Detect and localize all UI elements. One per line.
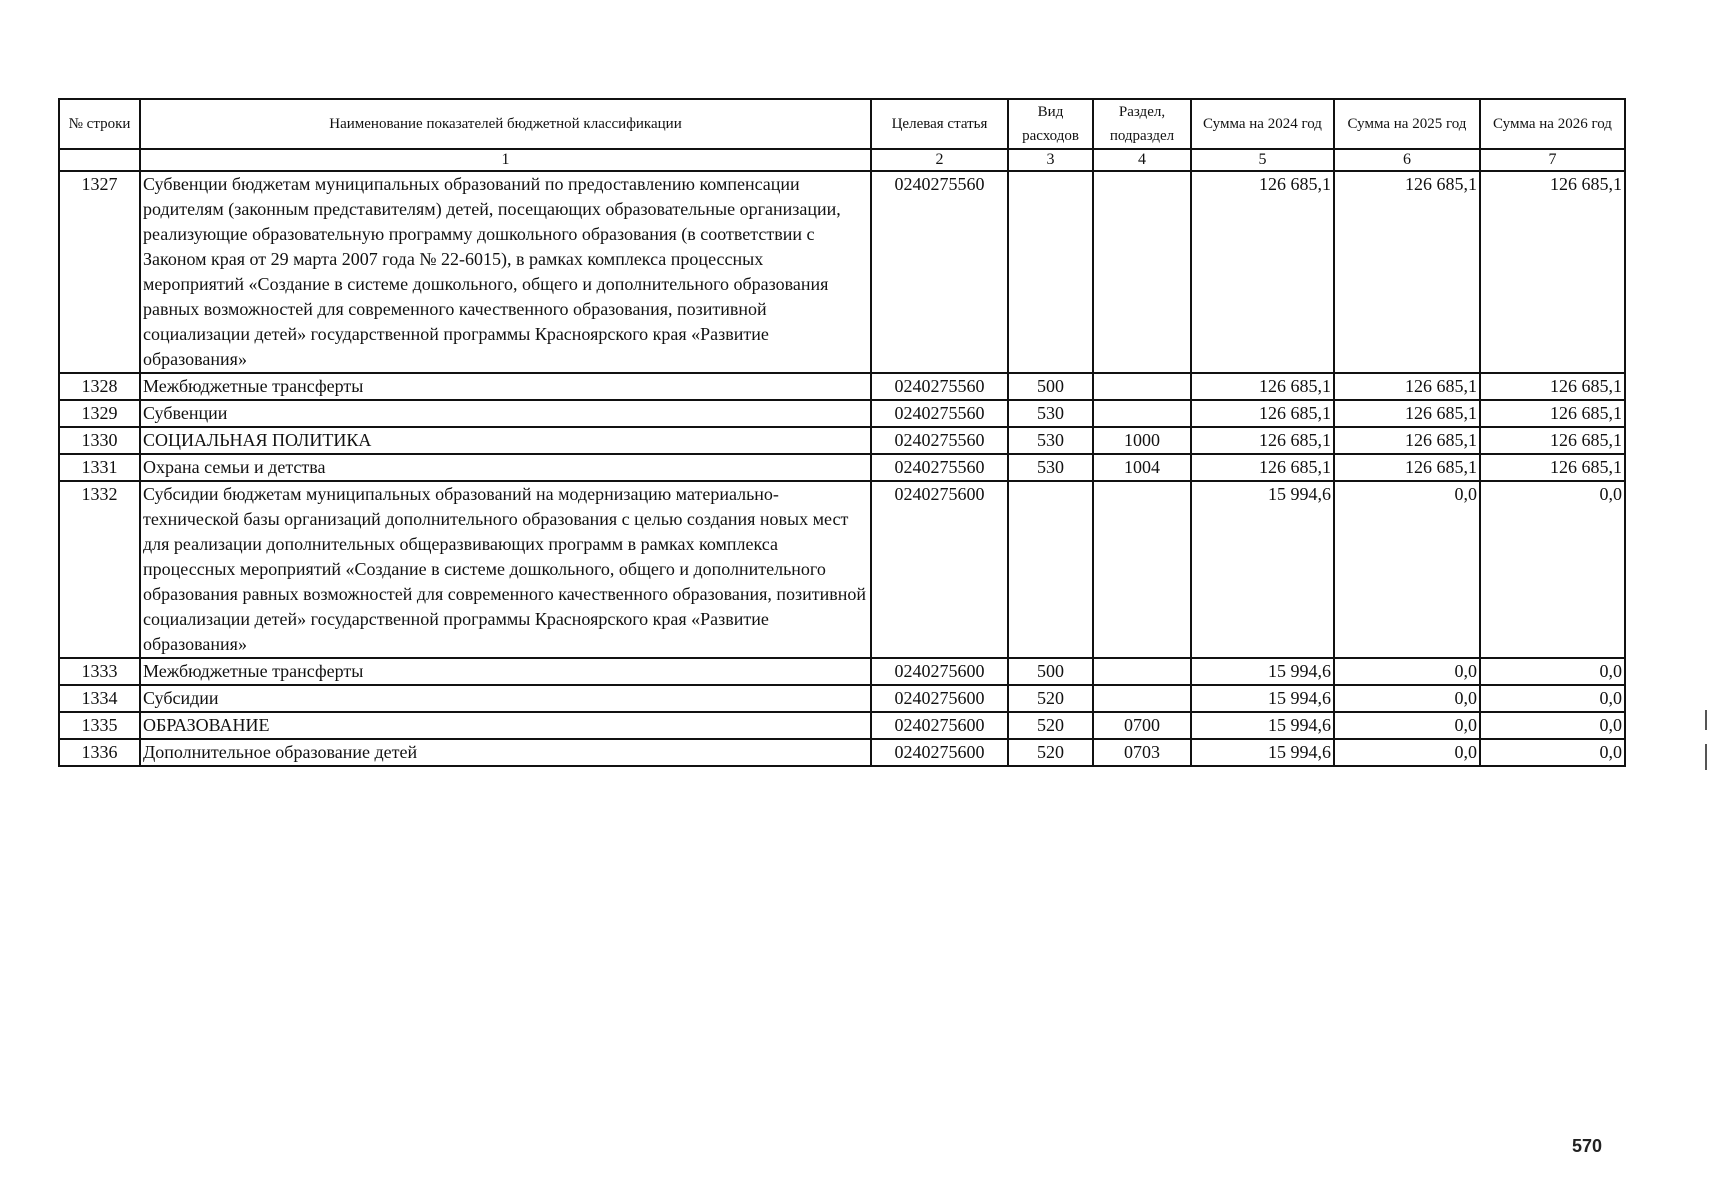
edge-mark xyxy=(1705,710,1707,730)
row-expense-type: 520 xyxy=(1008,739,1093,766)
row-sum-2025: 126 685,1 xyxy=(1334,171,1480,373)
table-row xyxy=(59,373,1625,400)
column-number: 6 xyxy=(1334,149,1480,171)
row-name: Межбюджетные трансферты xyxy=(140,658,871,685)
header-sum-2025: Сумма на 2025 год xyxy=(1334,99,1480,149)
table-row xyxy=(59,685,1625,712)
row-number: 1332 xyxy=(59,481,140,658)
header-sum-2026: Сумма на 2026 год xyxy=(1480,99,1625,149)
row-target-code: 0240275600 xyxy=(871,739,1008,766)
row-number: 1330 xyxy=(59,427,140,454)
row-sum-2024: 126 685,1 xyxy=(1191,427,1334,454)
table-body xyxy=(59,149,1625,766)
row-section: 0700 xyxy=(1093,712,1191,739)
row-sum-2026: 0,0 xyxy=(1480,739,1625,766)
row-number: 1327 xyxy=(59,171,140,373)
row-expense-type: 530 xyxy=(1008,427,1093,454)
row-sum-2024: 15 994,6 xyxy=(1191,658,1334,685)
header-vid: Вид расходов xyxy=(1008,99,1093,149)
row-sum-2026: 126 685,1 xyxy=(1480,171,1625,373)
row-sum-2026: 126 685,1 xyxy=(1480,400,1625,427)
column-number: 7 xyxy=(1480,149,1625,171)
row-name: Охрана семьи и детства xyxy=(140,454,871,481)
row-sum-2025: 0,0 xyxy=(1334,481,1480,658)
row-expense-type: 500 xyxy=(1008,658,1093,685)
row-sum-2025: 126 685,1 xyxy=(1334,373,1480,400)
row-name: Субвенции бюджетам муниципальных образований по предоставлению компенсации родителям (законным представителям) детей, посещающих образовательные организации, реализующие образовательную программу дошкольного образования (в соответствии с Законом края от 29 марта 2007 года № 22-6015), в рамках комплекса процессных мероприятий «Создание в системе дошкольного, общего и дополнительного образования равных возможностей для современного качественного образования, позитивной социализации детей» государственной программы Красноярского края «Развитие образования» xyxy=(140,171,871,373)
row-section: 1004 xyxy=(1093,454,1191,481)
row-sum-2026: 0,0 xyxy=(1480,685,1625,712)
column-number: 4 xyxy=(1093,149,1191,171)
row-section xyxy=(1093,400,1191,427)
row-number: 1333 xyxy=(59,658,140,685)
row-target-code: 0240275600 xyxy=(871,685,1008,712)
table-row xyxy=(59,427,1625,454)
row-section xyxy=(1093,481,1191,658)
row-sum-2025: 126 685,1 xyxy=(1334,427,1480,454)
row-name: Субвенции xyxy=(140,400,871,427)
row-sum-2026: 0,0 xyxy=(1480,712,1625,739)
row-expense-type: 520 xyxy=(1008,712,1093,739)
header-code: Целевая статья xyxy=(871,99,1008,149)
row-target-code: 0240275600 xyxy=(871,712,1008,739)
edge-mark xyxy=(1705,744,1707,770)
row-section xyxy=(1093,658,1191,685)
row-expense-type xyxy=(1008,481,1093,658)
column-number-row xyxy=(59,149,1625,171)
row-target-code: 0240275560 xyxy=(871,171,1008,373)
column-number: 2 xyxy=(871,149,1008,171)
row-name: Субсидии xyxy=(140,685,871,712)
row-target-code: 0240275560 xyxy=(871,454,1008,481)
table-row xyxy=(59,658,1625,685)
row-sum-2025: 126 685,1 xyxy=(1334,400,1480,427)
column-number: 3 xyxy=(1008,149,1093,171)
row-sum-2025: 0,0 xyxy=(1334,712,1480,739)
row-section: 1000 xyxy=(1093,427,1191,454)
table-row xyxy=(59,739,1625,766)
row-number: 1334 xyxy=(59,685,140,712)
row-sum-2024: 15 994,6 xyxy=(1191,712,1334,739)
table-row xyxy=(59,400,1625,427)
scan-edge-marks xyxy=(1705,710,1707,780)
row-sum-2025: 126 685,1 xyxy=(1334,454,1480,481)
row-sum-2026: 126 685,1 xyxy=(1480,373,1625,400)
row-target-code: 0240275600 xyxy=(871,481,1008,658)
row-name: Межбюджетные трансферты xyxy=(140,373,871,400)
row-number: 1329 xyxy=(59,400,140,427)
row-name: Дополнительное образование детей xyxy=(140,739,871,766)
row-sum-2026: 126 685,1 xyxy=(1480,427,1625,454)
row-section xyxy=(1093,171,1191,373)
row-name: СОЦИАЛЬНАЯ ПОЛИТИКА xyxy=(140,427,871,454)
row-target-code: 0240275560 xyxy=(871,427,1008,454)
row-sum-2024: 126 685,1 xyxy=(1191,171,1334,373)
row-sum-2026: 126 685,1 xyxy=(1480,454,1625,481)
row-expense-type xyxy=(1008,171,1093,373)
row-target-code: 0240275560 xyxy=(871,400,1008,427)
row-sum-2024: 15 994,6 xyxy=(1191,739,1334,766)
row-sum-2025: 0,0 xyxy=(1334,739,1480,766)
row-expense-type: 500 xyxy=(1008,373,1093,400)
row-section xyxy=(1093,685,1191,712)
column-number: 1 xyxy=(140,149,871,171)
column-number-empty xyxy=(59,149,140,171)
row-number: 1328 xyxy=(59,373,140,400)
row-section xyxy=(1093,373,1191,400)
table-row xyxy=(59,712,1625,739)
row-target-code: 0240275560 xyxy=(871,373,1008,400)
row-number: 1336 xyxy=(59,739,140,766)
header-sum-2024: Сумма на 2024 год xyxy=(1191,99,1334,149)
row-sum-2024: 15 994,6 xyxy=(1191,481,1334,658)
page-number: 570 xyxy=(1572,1136,1603,1156)
header-num: № строки xyxy=(59,99,140,149)
row-expense-type: 530 xyxy=(1008,400,1093,427)
table-row xyxy=(59,454,1625,481)
budget-table xyxy=(58,98,1626,767)
header-razdel: Раздел, подраздел xyxy=(1093,99,1191,149)
row-number: 1335 xyxy=(59,712,140,739)
row-sum-2026: 0,0 xyxy=(1480,658,1625,685)
row-number: 1331 xyxy=(59,454,140,481)
column-number: 5 xyxy=(1191,149,1334,171)
row-sum-2024: 126 685,1 xyxy=(1191,454,1334,481)
row-expense-type: 530 xyxy=(1008,454,1093,481)
table-row xyxy=(59,171,1625,373)
row-expense-type: 520 xyxy=(1008,685,1093,712)
row-sum-2025: 0,0 xyxy=(1334,685,1480,712)
row-section: 0703 xyxy=(1093,739,1191,766)
header-name: Наименование показателей бюджетной классификации xyxy=(140,99,871,149)
row-sum-2024: 15 994,6 xyxy=(1191,685,1334,712)
row-name: Субсидии бюджетам муниципальных образований на модернизацию материально-технической базы организаций дополнительного образования с целью создания новых мест для реализации дополнительных общеразвивающих программ в рамках комплекса процессных мероприятий «Создание в системе дошкольного, общего и дополнительного образования равных возможностей для современного качественного образования, позитивной социализации детей» государственной программы Красноярского края «Развитие образования» xyxy=(140,481,871,658)
header-row xyxy=(59,99,1625,149)
row-sum-2025: 0,0 xyxy=(1334,658,1480,685)
row-sum-2024: 126 685,1 xyxy=(1191,400,1334,427)
table-row xyxy=(59,481,1625,658)
row-sum-2024: 126 685,1 xyxy=(1191,373,1334,400)
row-name: ОБРАЗОВАНИЕ xyxy=(140,712,871,739)
row-target-code: 0240275600 xyxy=(871,658,1008,685)
row-sum-2026: 0,0 xyxy=(1480,481,1625,658)
